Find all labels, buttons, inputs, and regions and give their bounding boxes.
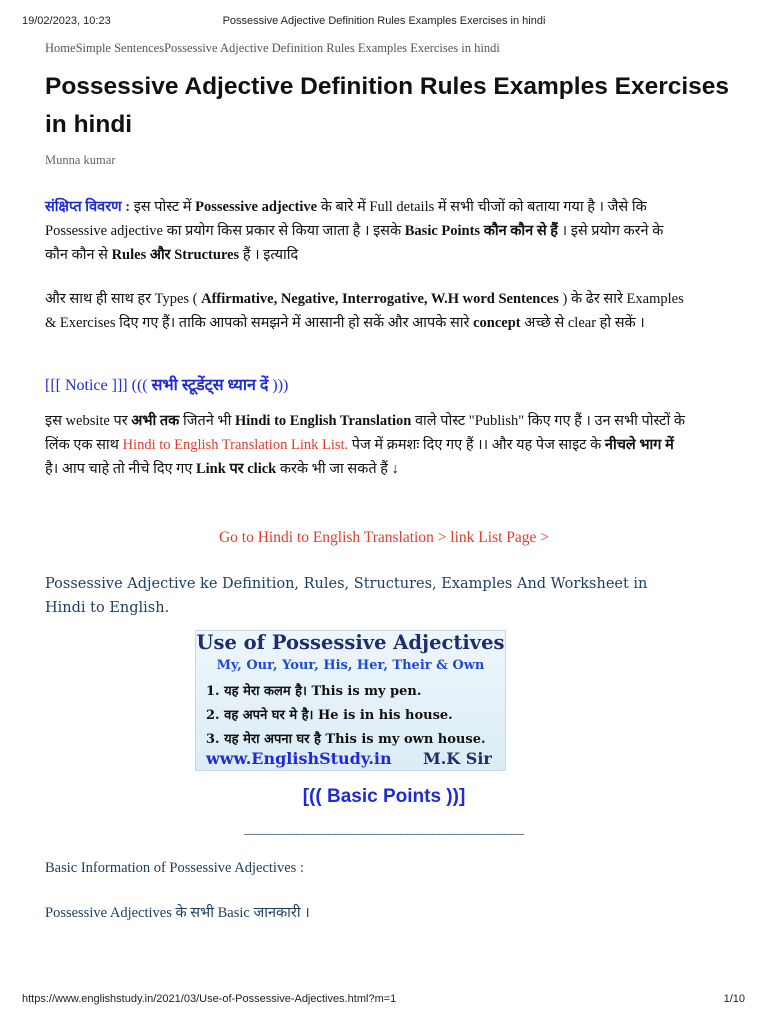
print-header <box>0 15 768 31</box>
banner-example-2: 2. वह अपने घर मे है। He is in his house. <box>206 708 453 723</box>
types-paragraph <box>45 287 685 335</box>
notice-heading <box>45 373 288 395</box>
breadcrumb-current: Possessive Adjective Definition Rules Examples Exercises in hindi <box>164 41 500 55</box>
intro-heading: Possessive Adjective ke Definition, Rules, Structures, Examples And Worksheet in Hindi to English. <box>45 576 648 616</box>
divider-line: ___________________________________________ <box>244 822 524 837</box>
print-datetime: 19/02/2023, 10:23 <box>22 15 111 27</box>
basic-points-heading: [(( Basic Points ))] <box>302 786 466 807</box>
print-page-title: Possessive Adjective Definition Rules Examples Exercises in hindi <box>222 15 546 27</box>
translation-text-6: करके भी जा सकते हैं ↓ <box>276 461 399 477</box>
notice-prefix: [[[ Notice ]]] ((( <box>45 377 148 394</box>
page-title: Possessive Adjective Definition Rules Examples Exercises in hindi <box>45 73 730 138</box>
types-text-1: और साथ ही साथ हर Types ( <box>45 291 202 307</box>
breadcrumb <box>45 41 500 56</box>
banner-title: Use of Possessive Adjectives <box>196 631 505 654</box>
author-name[interactable]: Munna kumar <box>45 153 116 167</box>
possessive-adjectives-banner-image <box>195 630 506 771</box>
summary-label: संक्षिप्त विवरण : <box>45 199 131 215</box>
go-to-link-list-link[interactable]: Go to Hindi to English Translation > link List Page > <box>218 529 550 546</box>
translation-text-5: है। आप चाहे तो नीचे दिए गए <box>45 461 196 477</box>
translation-paragraph <box>45 409 685 481</box>
notice-text: सभी स्टूडेंट्स ध्यान दें <box>147 377 273 394</box>
notice-suffix: ))) <box>272 377 289 394</box>
basic-hindi-heading: Possessive Adjectives के सभी Basic जानकारी । <box>45 905 310 921</box>
banner-site-name: www.EnglishStudy.in <box>206 749 392 768</box>
summary-text-2: के बारे में Full details में सभी चीजों को बताया गया है । जैसे कि Possessive adjective का प्रयोग किस प्रकार से किया जाता है । इसके <box>45 199 647 239</box>
translation-text-1: इस website पर <box>45 413 132 429</box>
types-bold-2: concept <box>473 315 521 331</box>
banner-example-3: 3. यह मेरा अपना घर है This is my own house. <box>206 732 486 747</box>
summary-bold-1: Possessive adjective <box>195 199 318 215</box>
summary-paragraph <box>45 195 685 267</box>
translation-text-4: पेज में क्रमशः दिए गए हैं ।। और यह पेज साइट के <box>348 437 605 453</box>
translation-bold-3: नीचले भाग में <box>604 437 674 453</box>
translation-text-3: वाले पोस्ट "Publish" किए गए हैं । उन सभी पोस्टों के लिंक एक साथ <box>45 413 686 453</box>
basic-info-heading: Basic Information of Possessive Adjectives : <box>45 860 304 876</box>
breadcrumb-category-link[interactable]: Simple Sentences <box>75 41 165 55</box>
summary-text-1: इस पोस्ट में <box>130 199 196 215</box>
print-footer <box>0 993 768 1009</box>
banner-example-1: 1. यह मेरा कलम है। This is my pen. <box>206 684 422 699</box>
translation-link-list-link[interactable]: Hindi to English Translation Link List. <box>122 437 349 453</box>
summary-bold-3: Rules और Structures <box>111 247 240 263</box>
types-text-2: ) के ढेर सारे Examples & Exercises दिए गए हैं। ताकि आपको समझने में आसानी हो सकें और आपके सारे <box>45 291 684 331</box>
translation-bold-4: Link पर click <box>195 461 277 477</box>
print-url: https://www.englishstudy.in/2021/03/Use-of-Possessive-Adjectives.html?m=1 <box>22 993 397 1005</box>
translation-text-2: जितने भी <box>179 413 235 429</box>
summary-text-3: । इसे प्रयोग करने के कौन कौन से <box>45 223 664 263</box>
banner-author: M.K Sir <box>423 749 492 768</box>
banner-subtitle: My, Our, Your, His, Her, Their & Own <box>216 658 485 673</box>
types-text-3: अच्छे से clear हो सकें । <box>520 315 645 331</box>
summary-text-4: हैं । इत्यादि <box>239 247 299 263</box>
translation-bold-2: Hindi to English Translation <box>234 413 412 429</box>
print-page-number: 1/10 <box>723 993 745 1005</box>
translation-bold-1: अभी तक <box>131 413 180 429</box>
summary-bold-2: Basic Points कौन कौन से हैं <box>404 223 558 239</box>
types-bold-1: Affirmative, Negative, Interrogative, W.H word Sentences <box>201 291 559 307</box>
breadcrumb-home-link[interactable]: Home <box>45 41 76 55</box>
